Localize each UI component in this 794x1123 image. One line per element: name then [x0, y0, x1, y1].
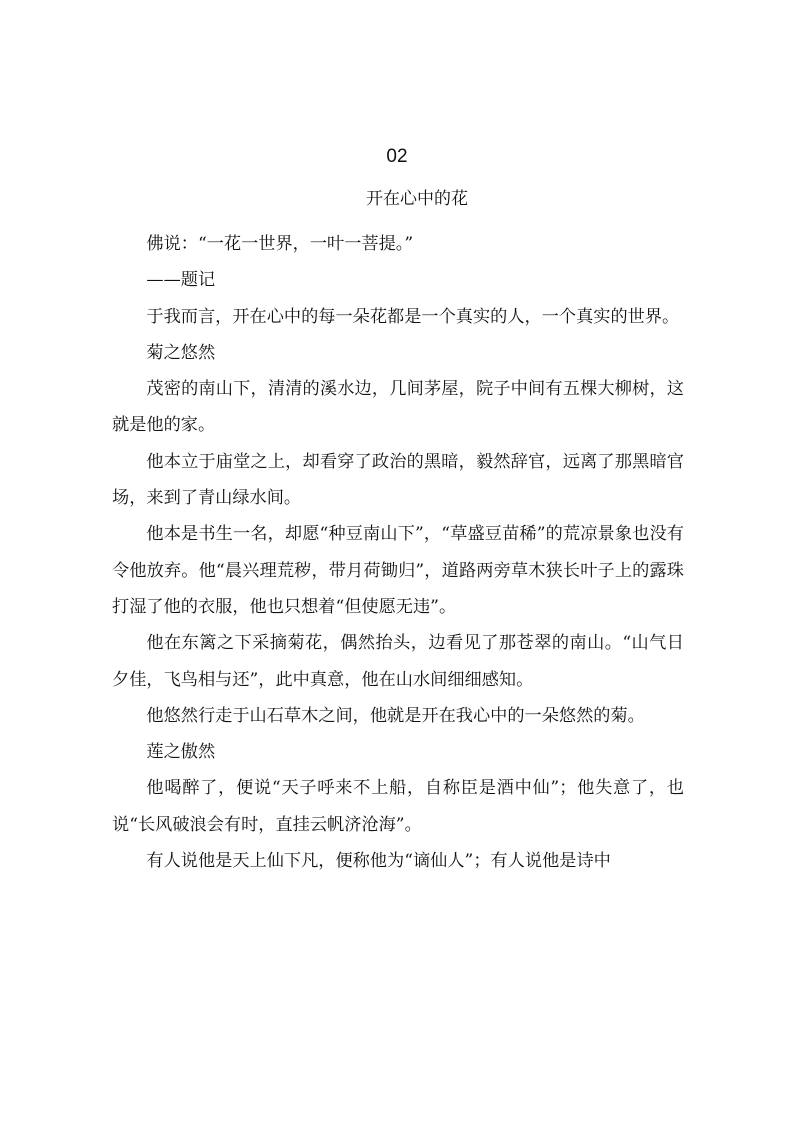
paragraph: 他悠然行走于山石草木之间，他就是开在我心中的一朵悠然的菊。 [146, 705, 645, 726]
section-heading-chrysanthemum: 菊之悠然 [146, 342, 216, 363]
paragraph: 茂密的南山下，清清的溪水边，几间茅屋，院子中间有五棵大柳树，这就是他的家。 [112, 379, 684, 436]
section-heading-lotus: 莲之傲然 [146, 742, 216, 763]
essay-title: 开在心中的花 [366, 189, 468, 209]
paragraph: 有人说他是天上仙下凡，便称他为“谪仙人”；有人说他是诗中 [146, 851, 611, 872]
paragraph: 他本是书生一名，却愿“种豆南山下”，“草盛豆苗稀”的荒凉景象也没有令他放弃。他“晨兴理荒秽，带月荷锄归”，道路两旁草木狭长叶子上的露珠打湿了他的衣服，他也只想着“但使愿无违”。 [112, 524, 684, 617]
paragraph: 他喝醉了，便说“天子呼来不上船，自称臣是酒中仙”；他失意了，也说“长风破浪会有时，直挂云帆济沧海”。 [112, 778, 684, 835]
paragraph: 他本立于庙堂之上，却看穿了政治的黑暗，毅然辞官，远离了那黑暗官场，来到了青山绿水间。 [112, 451, 684, 509]
paragraph: 他在东篱之下采摘菊花，偶然抬头，边看见了那苍翠的南山。“山气日夕佳，飞鸟相与还”，此中真意，他在山水间细细感知。 [112, 633, 684, 690]
epigraph-quote: 佛说：“一花一世界，一叶一菩提。” [146, 234, 414, 254]
epigraph-attribution: ——题记 [146, 270, 216, 291]
essay-body [112, 226, 684, 879]
essay-number: 02 [386, 146, 408, 167]
paragraph-intro: 于我而言，开在心中的每一朵花都是一个真实的人，一个真实的世界。 [146, 306, 680, 327]
